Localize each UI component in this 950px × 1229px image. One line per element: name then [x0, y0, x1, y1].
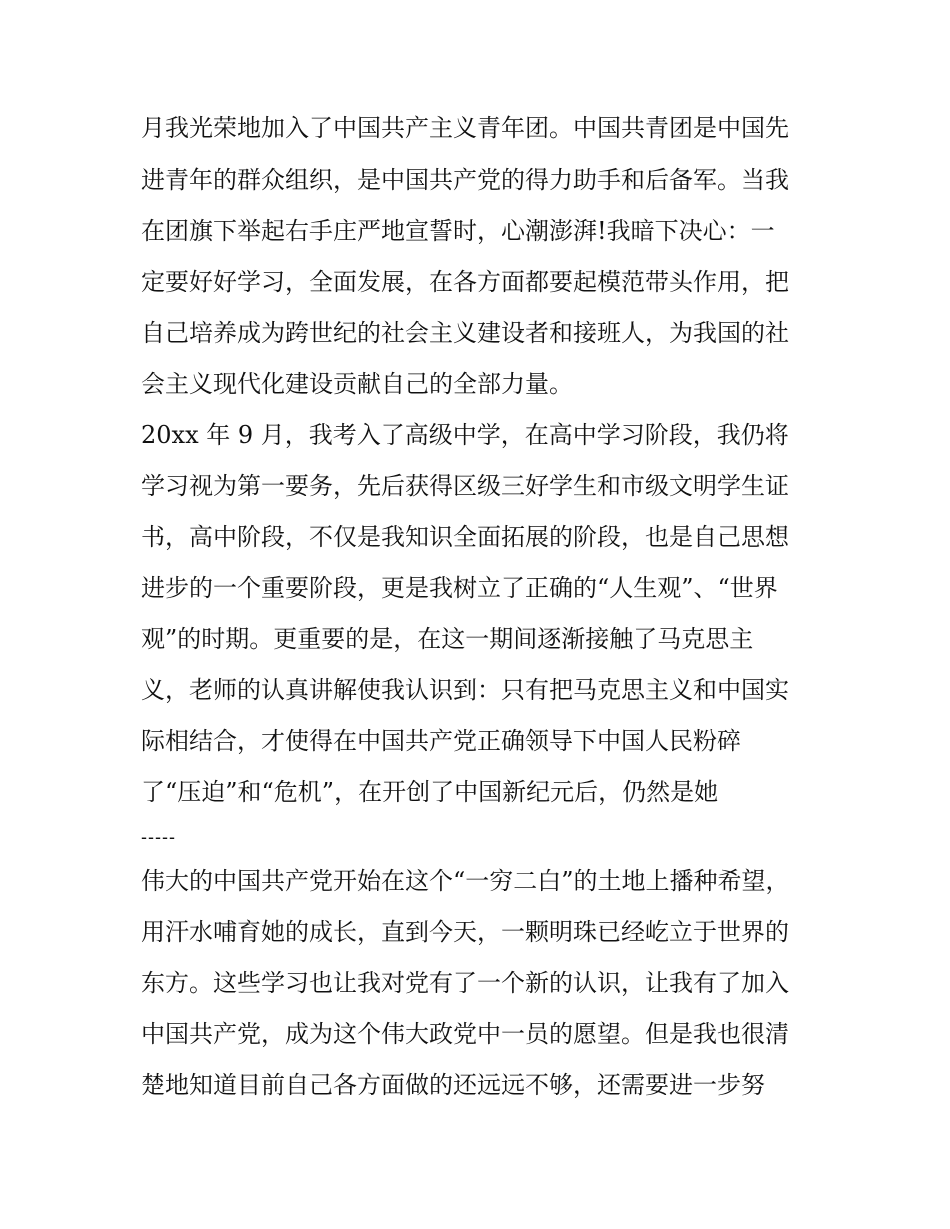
- text-line: 定要好好学习，全面发展，在各方面都要起模范带头作用，把: [141, 268, 789, 296]
- text-line: 进步的一个重要阶段，更是我树立了正确的“人生观”、“世界: [141, 574, 778, 602]
- text-line: 进青年的群众组织，是中国共产党的得力助手和后备军。当我: [141, 166, 789, 194]
- text-line: 义，老师的认真讲解使我认识到：只有把马克思主义和中国实: [141, 676, 789, 704]
- text-line: 了“压迫”和“危机”，在开创了中国新纪元后，仍然是她: [141, 778, 719, 806]
- text-line: 在团旗下举起右手庄严地宣誓时，心潮澎湃!我暗下决心：一: [141, 217, 775, 245]
- text-line: 中国共产党，成为这个伟大政党中一员的愿望。但是我也很清: [141, 1020, 789, 1048]
- text-line: 20xx 年 9 月，我考入了高级中学，在高中学习阶段，我仍将: [141, 421, 789, 449]
- text-line: 伟大的中国共产党开始在这个“一穷二白”的土地上播种希望，: [141, 867, 790, 895]
- text-line: 书，高中阶段，不仅是我知识全面拓展的阶段，也是自己思想: [141, 523, 789, 551]
- text-line: 自己培养成为跨世纪的社会主义建设者和接班人，为我国的社: [141, 319, 789, 347]
- text-line: 学习视为第一要务，先后获得区级三好学生和市级文明学生证: [141, 472, 789, 500]
- text-line: 东方。这些学习也让我对党有了一个新的认识，让我有了加入: [141, 969, 789, 997]
- text-line: 会主义现代化建设贡献自己的全部力量。: [141, 370, 573, 398]
- text-line: 际相结合，才使得在中国共产党正确领导下中国人民粉碎: [141, 727, 741, 755]
- text-line: 用汗水哺育她的成长，直到今天，一颗明珠已经屹立于世界的: [141, 918, 789, 946]
- text-line: 楚地知道目前自己各方面做的还远远不够，还需要进一步努: [141, 1071, 765, 1099]
- page-separator: -----: [141, 827, 176, 847]
- text-line: 观”的时期。更重要的是，在这一期间逐渐接触了马克思主: [141, 625, 754, 653]
- text-line: 月我光荣地加入了中国共产主义青年团。中国共青团是中国先: [141, 114, 789, 142]
